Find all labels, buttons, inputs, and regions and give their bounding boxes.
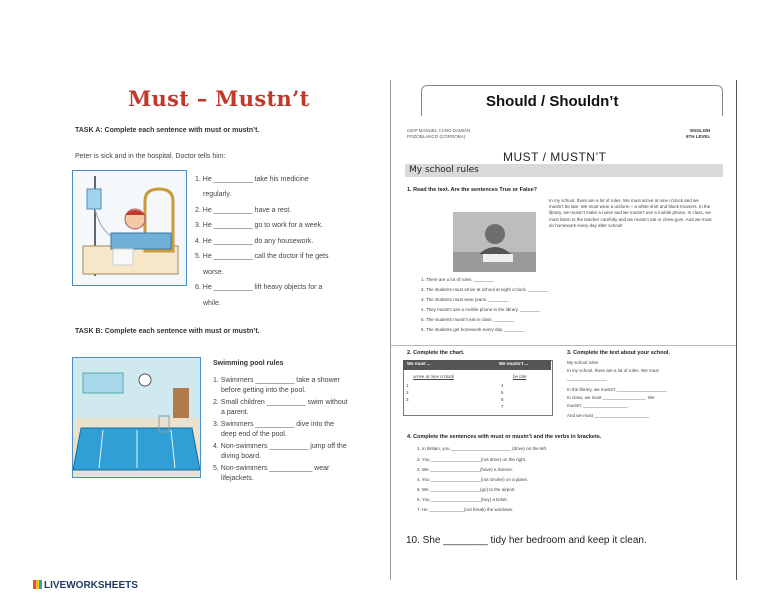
level-label [686, 128, 710, 140]
task-a-instruction: TASK A: Complete each sentence with must or mustn’t. [75, 127, 260, 134]
sentence-line: 3. Swimmers __________ dive into the [213, 421, 335, 428]
school-line: CEIP MANUEL CANO DAMIÁN [407, 128, 471, 133]
swimming-rules-heading: Swimming pool rules [213, 360, 284, 367]
student-studying-photo [453, 212, 536, 272]
sentence-line: lifejackets. [221, 475, 254, 482]
chart-head-mustnt: We mustn’t ... [499, 361, 529, 366]
chart-number: 6 [501, 397, 504, 402]
sentence-line: regularly. [203, 191, 232, 198]
q3-line: In class, we must _________________. We [567, 395, 655, 400]
sentence-line: 1. Swimmers __________ take a shower [213, 377, 340, 384]
chart-number: 3 [406, 397, 409, 402]
question-4-heading: 4. Complete the sentences with must or mustn’t and the verbs in brackets. [407, 434, 602, 440]
chart-number: 5 [501, 390, 504, 395]
school-line: POZOBLANCO (CÓRDOBA) [407, 134, 466, 139]
q4-line: 7. He ______________(not break) the windows. [417, 507, 514, 512]
sentence-line: 2. Small children __________ swim without [213, 399, 348, 406]
section-divider [391, 345, 736, 346]
chart-number: 4 [501, 383, 504, 388]
logo-text: LIVEWORKSHEETS [44, 580, 138, 591]
question-3-heading: 3. Complete the text about your school. [567, 350, 670, 356]
question-2-heading: 2. Complete the chart. [407, 350, 465, 356]
sentence-line: deep end of the pool. [221, 431, 287, 438]
q4-line: 2. You ____________________(not drive) on the right. [417, 457, 527, 462]
statement-line: 5. The students mustn’t eat in class. ________ [421, 317, 514, 322]
sentence-line: 5. He __________ call the doctor if he gets [195, 253, 329, 260]
q4-line: 4. You ____________________(not smoke) on a plane. [417, 477, 529, 482]
statement-line: 4. They mustn’t use a mobile phone in the library. ________ [421, 307, 541, 312]
q4-line: 5. We ____________________(go) to the airport. [417, 487, 516, 492]
reading-text: In my school, there are a lot of rules. We must arrive at nine o’clock and we mustn’t be late. We must wear a uniform – a white shirt and black trousers. In the library, we mustn’t make a noise and we mustn’t use a mobile phone. In class, we must listen to the teacher carefully and we mustn’t eat or chew gum. And we must do homework every day after school! [549, 198, 712, 228]
chart-example-must: arrive at nine o’clock [413, 374, 455, 379]
hospital-patient-illustration [72, 170, 187, 286]
liveworksheets-logo-icon [33, 580, 42, 589]
liveworksheets-logo[interactable] [33, 580, 138, 591]
q3-line: My school rules [567, 360, 599, 365]
school-name [407, 128, 470, 140]
q3-line: ________________ [567, 376, 608, 381]
sentence-line: a parent. [221, 409, 249, 416]
final-sentence: 10. She ________ tidy her bedroom and keep it clean. [406, 535, 647, 546]
task-a-intro: Peter is sick and in the hospital. Doctor tells him: [75, 153, 226, 160]
sentence-line: 2. He __________ have a rest. [195, 207, 292, 214]
sentence-line: 3. He __________ go to work for a week. [195, 222, 324, 229]
level-line: ENGLISH [690, 128, 711, 133]
statement-line: 1. There are a lot of rules. ________ [421, 277, 494, 282]
sentence-line: while. [203, 300, 221, 307]
statement-line: 2. The students must arrive at school at eight o’clock. ________ [421, 287, 549, 292]
chart-head-must: We must ... [407, 361, 431, 366]
worksheet-subtitle: MUST / MUSTN’T [503, 150, 607, 164]
question-1-heading: 1. Read the text. Are the sentences True or False? [407, 187, 538, 193]
q4-line: 1. In Britain, you ________________________ (drive) on the left. [417, 446, 548, 451]
statement-line: 3. The students must wear jeans. ________ [421, 297, 509, 302]
chart-example-mustnt: be late [513, 374, 527, 379]
q3-line: In the library, we mustn’t ____________________ [567, 387, 667, 392]
sentence-line: 6. He __________ lift heavy objects for a [195, 284, 323, 291]
swimming-pool-illustration [72, 357, 201, 478]
worksheet-header-title: Should / Shouldn’t [486, 93, 619, 110]
sentence-line: diving board. [221, 453, 262, 460]
q3-line: In my school, there are a lot of rules. We must [567, 368, 659, 373]
should-shouldnt-worksheet [390, 80, 737, 580]
sentence-line: worse. [203, 269, 224, 276]
chart-number: 1 [406, 383, 409, 388]
task-b-instruction: TASK B: Complete each sentence with must or mustn’t. [75, 328, 260, 335]
sentence-line: before getting into the pool. [221, 387, 306, 394]
sentence-line: 5. Non-swimmers ___________ wear [213, 465, 330, 472]
chart-number: 7 [501, 404, 504, 409]
sentence-line: 1. He __________ take his medicine [195, 176, 309, 183]
q3-line: mustn’t __________________. [567, 403, 630, 408]
level-line: 6TH LEVEL [686, 134, 711, 139]
sentence-line: 4. He __________ do any housework. [195, 238, 314, 245]
q4-line: 3. We ____________________(have) a licence. [417, 467, 513, 472]
section-band-title: My school rules [409, 165, 479, 175]
q3-line: And we must ______________________ [567, 413, 650, 418]
q4-line: 6. You ____________________(buy) a ticket. [417, 497, 508, 502]
worksheet-title: Must – Mustn’t [128, 86, 310, 111]
chart-number: 2 [406, 390, 409, 395]
sentence-line: 4. Non-swimmers __________ jump off the [213, 443, 347, 450]
statement-line: 6. The students get homework every day. ________ [421, 327, 525, 332]
